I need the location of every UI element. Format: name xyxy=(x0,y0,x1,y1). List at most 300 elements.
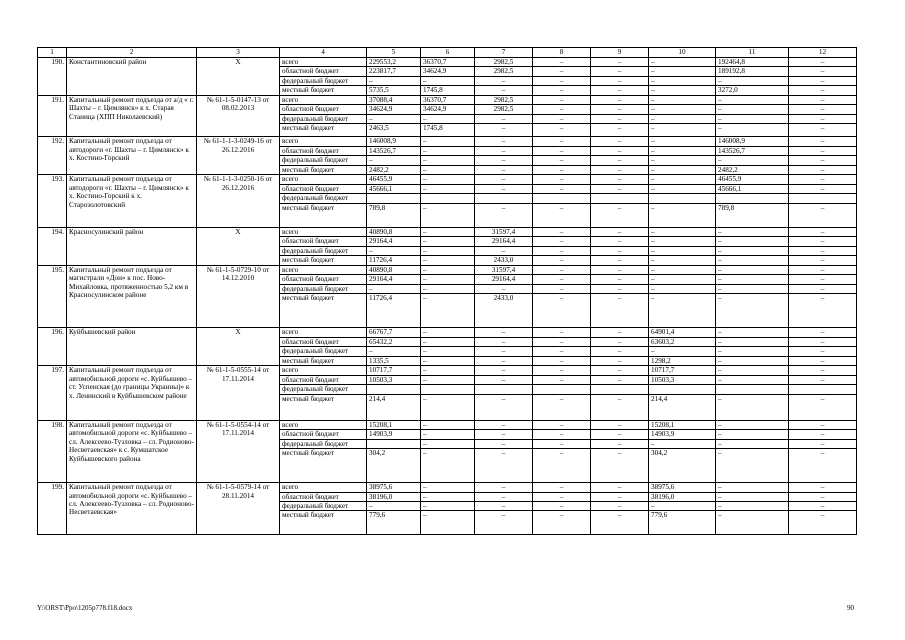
amount-cell: – xyxy=(591,95,649,104)
amount-cell: – xyxy=(591,511,649,535)
amount-cell: – xyxy=(475,246,533,255)
amount-cell: – xyxy=(716,265,789,274)
amount-cell: – xyxy=(789,184,857,193)
funding-source: федеральный бюджет xyxy=(280,76,367,85)
amount-cell: – xyxy=(533,76,591,85)
amount-cell: – xyxy=(649,227,716,236)
amount-cell: – xyxy=(591,184,649,193)
funding-source: местный бюджет xyxy=(280,165,367,174)
amount-cell: 779,6 xyxy=(649,511,716,535)
amount-cell: – xyxy=(716,76,789,85)
amount-cell: 2433,0 xyxy=(475,256,533,265)
row-index: 192. xyxy=(38,137,67,175)
amount-cell: – xyxy=(475,146,533,155)
amount-cell: 229553,2 xyxy=(367,58,421,67)
amount-cell: – xyxy=(533,501,591,510)
amount-cell: – xyxy=(789,366,857,375)
amount-cell: – xyxy=(475,184,533,193)
amount-cell: 34624,9 xyxy=(421,105,475,114)
amount-cell: 2482,2 xyxy=(367,165,421,174)
table-row xyxy=(38,265,857,274)
amount-cell: 10503,3 xyxy=(367,375,421,384)
amount-cell: 15208,1 xyxy=(367,420,421,429)
amount-cell: – xyxy=(475,156,533,165)
amount-cell: – xyxy=(789,256,857,265)
amount-cell: 37088,4 xyxy=(367,95,421,104)
amount-cell: – xyxy=(533,375,591,384)
amount-cell: – xyxy=(591,356,649,365)
funding-source: областной бюджет xyxy=(280,67,367,76)
funding-source: всего xyxy=(280,483,367,492)
amount-cell: – xyxy=(591,366,649,375)
amount-cell: – xyxy=(591,430,649,439)
expertise-document: № 61-1-5-0579-14 от 28.11.2014 xyxy=(197,483,280,535)
amount-cell: 1745,8 xyxy=(421,86,475,95)
funding-source: местный бюджет xyxy=(280,124,367,137)
amount-cell: 3272,0 xyxy=(716,86,789,95)
amount-cell: – xyxy=(789,95,857,104)
amount-cell: – xyxy=(649,58,716,67)
funding-source: областной бюджет xyxy=(280,275,367,284)
amount-cell: 11726,4 xyxy=(367,294,421,328)
amount-cell: 45666,1 xyxy=(367,184,421,193)
amount-cell: – xyxy=(789,114,857,123)
amount-cell: – xyxy=(591,337,649,346)
amount-cell: – xyxy=(421,439,475,448)
object-name: Красносулинский район xyxy=(67,227,197,265)
amount-cell: 1745,8 xyxy=(421,124,475,137)
amount-cell: – xyxy=(367,114,421,123)
amount-cell: – xyxy=(533,175,591,184)
amount-cell: – xyxy=(789,76,857,85)
amount-cell: – xyxy=(716,347,789,356)
amount-cell: – xyxy=(591,105,649,114)
amount-cell: 146008,9 xyxy=(716,137,789,146)
amount-cell: – xyxy=(591,420,649,429)
amount-cell: – xyxy=(649,105,716,114)
amount-cell: – xyxy=(421,420,475,429)
funding-source: местный бюджет xyxy=(280,203,367,227)
amount-cell: 64901,4 xyxy=(649,328,716,337)
amount-cell: – xyxy=(649,294,716,328)
funding-source: областной бюджет xyxy=(280,184,367,193)
expertise-document: № 61-1-5-0555-14 от 17.11.2014 xyxy=(197,366,280,420)
amount-cell: – xyxy=(533,114,591,123)
funding-source: областной бюджет xyxy=(280,337,367,346)
amount-cell: – xyxy=(789,492,857,501)
amount-cell: – xyxy=(716,483,789,492)
amount-cell: – xyxy=(367,76,421,85)
column-number: 4 xyxy=(280,48,367,58)
object-name: Капитальный ремонт подъезда от автомобильной дороги «с. Куйбышево – ст. Успенская (до границы Украины)» к х. Ленинский в Куйбышевском районе xyxy=(67,366,197,420)
amount-cell: – xyxy=(591,114,649,123)
amount-cell: 2982,5 xyxy=(475,58,533,67)
funding-source: федеральный бюджет xyxy=(280,246,367,255)
amount-cell: – xyxy=(716,124,789,137)
amount-cell: 2982,5 xyxy=(475,105,533,114)
amount-cell xyxy=(533,385,591,394)
table-body xyxy=(38,58,857,535)
table-row xyxy=(38,366,857,375)
column-number: 1 xyxy=(38,48,67,58)
amount-cell: – xyxy=(591,492,649,501)
amount-cell: – xyxy=(716,284,789,293)
amount-cell: – xyxy=(475,394,533,420)
funding-source: областной бюджет xyxy=(280,492,367,501)
amount-cell: – xyxy=(421,156,475,165)
funding-source: федеральный бюджет xyxy=(280,385,367,394)
amount-cell: – xyxy=(475,175,533,184)
amount-cell: – xyxy=(533,366,591,375)
amount-cell: – xyxy=(649,284,716,293)
object-name: Капитальный ремонт подъезда от автомобильной дороги «с. Куйбышево – сл. Алексеево-Тузловка – сл. Родионово-Несветаевская» к с. Кумшатское Куйбышевского района xyxy=(67,420,197,482)
amount-cell: – xyxy=(421,246,475,255)
amount-cell: – xyxy=(789,501,857,510)
amount-cell: – xyxy=(533,137,591,146)
amount-cell: – xyxy=(475,356,533,365)
amount-cell: 143526,7 xyxy=(367,146,421,155)
amount-cell: 40890,8 xyxy=(367,265,421,274)
column-number-row xyxy=(38,48,857,58)
amount-cell: – xyxy=(475,337,533,346)
column-number: 11 xyxy=(716,48,789,58)
amount-cell: – xyxy=(533,227,591,236)
funding-source: областной бюджет xyxy=(280,430,367,439)
amount-cell: – xyxy=(789,146,857,155)
funding-source: местный бюджет xyxy=(280,86,367,95)
amount-cell: – xyxy=(716,394,789,420)
object-name: Капитальный ремонт подъезда от автомобильной дороги «с. Куйбышево – сл. Алексеево-Тузловка – сл. Родионово-Несветаевская» xyxy=(67,483,197,535)
amount-cell: – xyxy=(591,175,649,184)
object-name: Капитальный ремонт подъезда от автодороги «г. Шахты – г. Цимлянск» к х. Костино-Горский xyxy=(67,137,197,175)
amount-cell: – xyxy=(421,114,475,123)
amount-cell: – xyxy=(533,275,591,284)
amount-cell: – xyxy=(716,511,789,535)
column-number: 7 xyxy=(475,48,533,58)
amount-cell: 192464,8 xyxy=(716,58,789,67)
amount-cell: – xyxy=(533,439,591,448)
amount-cell: – xyxy=(421,328,475,337)
amount-cell: 304,2 xyxy=(649,449,716,483)
amount-cell: – xyxy=(533,165,591,174)
column-number: 2 xyxy=(67,48,197,58)
amount-cell: – xyxy=(789,203,857,227)
amount-cell: – xyxy=(716,105,789,114)
amount-cell: – xyxy=(716,449,789,483)
amount-cell: – xyxy=(475,483,533,492)
amount-cell: 45666,1 xyxy=(716,184,789,193)
amount-cell: – xyxy=(649,124,716,137)
amount-cell: – xyxy=(789,294,857,328)
amount-cell: – xyxy=(421,430,475,439)
amount-cell: – xyxy=(533,86,591,95)
amount-cell: – xyxy=(789,356,857,365)
amount-cell: 15208,1 xyxy=(649,420,716,429)
amount-cell: – xyxy=(533,156,591,165)
amount-cell: – xyxy=(421,394,475,420)
amount-cell: – xyxy=(533,67,591,76)
amount-cell: 63603,2 xyxy=(649,337,716,346)
amount-cell: 66767,7 xyxy=(367,328,421,337)
table-row xyxy=(38,175,857,184)
amount-cell: – xyxy=(591,275,649,284)
amount-cell: – xyxy=(716,375,789,384)
amount-cell: – xyxy=(789,124,857,137)
amount-cell: – xyxy=(789,86,857,95)
funding-source: всего xyxy=(280,420,367,429)
amount-cell: – xyxy=(475,420,533,429)
amount-cell: – xyxy=(475,203,533,227)
amount-cell: – xyxy=(421,284,475,293)
amount-cell: 146008,9 xyxy=(367,137,421,146)
amount-cell: – xyxy=(789,449,857,483)
amount-cell: – xyxy=(716,227,789,236)
amount-cell: 29164,4 xyxy=(475,237,533,246)
amount-cell xyxy=(716,385,789,394)
amount-cell: 36370,7 xyxy=(421,95,475,104)
amount-cell: – xyxy=(475,137,533,146)
amount-cell: 29164,4 xyxy=(475,275,533,284)
amount-cell: – xyxy=(649,175,716,184)
amount-cell: – xyxy=(649,86,716,95)
row-index: 194. xyxy=(38,227,67,265)
object-name: Куйбышевский район xyxy=(67,328,197,366)
table-row xyxy=(38,95,857,104)
amount-cell: – xyxy=(591,347,649,356)
amount-cell: – xyxy=(789,105,857,114)
amount-cell: – xyxy=(789,337,857,346)
funding-source: всего xyxy=(280,95,367,104)
amount-cell: – xyxy=(789,175,857,184)
amount-cell: – xyxy=(649,156,716,165)
amount-cell: – xyxy=(789,165,857,174)
amount-cell: – xyxy=(421,256,475,265)
amount-cell: – xyxy=(789,483,857,492)
amount-cell: – xyxy=(475,76,533,85)
amount-cell: 189192,8 xyxy=(716,67,789,76)
amount-cell: 38975,6 xyxy=(649,483,716,492)
amount-cell: 10503,3 xyxy=(649,375,716,384)
amount-cell: – xyxy=(533,105,591,114)
amount-cell xyxy=(789,385,857,394)
amount-cell: 65432,2 xyxy=(367,337,421,346)
amount-cell: – xyxy=(421,275,475,284)
amount-cell: 10717,7 xyxy=(649,366,716,375)
amount-cell: – xyxy=(421,511,475,535)
amount-cell: 31597,4 xyxy=(475,227,533,236)
amount-cell: – xyxy=(533,356,591,365)
amount-cell: – xyxy=(533,203,591,227)
amount-cell: – xyxy=(649,501,716,510)
funding-source: федеральный бюджет xyxy=(280,347,367,356)
amount-cell: – xyxy=(789,439,857,448)
funding-source: всего xyxy=(280,175,367,184)
funding-source: областной бюджет xyxy=(280,105,367,114)
amount-cell: – xyxy=(649,165,716,174)
amount-cell xyxy=(367,385,421,394)
row-index: 196. xyxy=(38,328,67,366)
amount-cell: – xyxy=(591,156,649,165)
amount-cell: – xyxy=(421,237,475,246)
amount-cell: – xyxy=(649,265,716,274)
amount-cell: – xyxy=(591,146,649,155)
amount-cell: 38196,0 xyxy=(649,492,716,501)
amount-cell: – xyxy=(591,256,649,265)
amount-cell: 29164,4 xyxy=(367,237,421,246)
amount-cell: – xyxy=(716,366,789,375)
amount-cell: – xyxy=(475,375,533,384)
amount-cell: – xyxy=(789,67,857,76)
amount-cell: 223817,7 xyxy=(367,67,421,76)
amount-cell: – xyxy=(475,347,533,356)
amount-cell: – xyxy=(716,114,789,123)
amount-cell: 789,8 xyxy=(716,203,789,227)
amount-cell: – xyxy=(421,227,475,236)
amount-cell: – xyxy=(789,137,857,146)
amount-cell: – xyxy=(591,294,649,328)
funding-source: федеральный бюджет xyxy=(280,284,367,293)
expertise-document: № 61-1-5-0554-14 от 17.11.2014 xyxy=(197,420,280,482)
amount-cell: 31597,4 xyxy=(475,265,533,274)
table-row xyxy=(38,58,857,67)
amount-cell: – xyxy=(591,501,649,510)
funding-source: всего xyxy=(280,137,367,146)
amount-cell: – xyxy=(533,449,591,483)
amount-cell: – xyxy=(367,246,421,255)
expertise-document: № 61-1-1-3-0249-16 от 26.12.2016 xyxy=(197,137,280,175)
amount-cell: – xyxy=(533,492,591,501)
amount-cell: 46455,9 xyxy=(716,175,789,184)
amount-cell: – xyxy=(649,184,716,193)
table-row xyxy=(38,328,857,337)
amount-cell: – xyxy=(716,275,789,284)
table-row xyxy=(38,483,857,492)
amount-cell: – xyxy=(475,124,533,137)
amount-cell: – xyxy=(421,137,475,146)
amount-cell: – xyxy=(475,328,533,337)
amount-cell: – xyxy=(789,375,857,384)
row-index: 191. xyxy=(38,95,67,136)
amount-cell: – xyxy=(649,347,716,356)
amount-cell: – xyxy=(716,492,789,501)
amount-cell: – xyxy=(789,511,857,535)
amount-cell: – xyxy=(421,375,475,384)
amount-cell xyxy=(649,385,716,394)
amount-cell: 779,6 xyxy=(367,511,421,535)
amount-cell: 10717,7 xyxy=(367,366,421,375)
amount-cell: – xyxy=(591,439,649,448)
amount-cell: – xyxy=(475,430,533,439)
amount-cell: – xyxy=(421,356,475,365)
amount-cell: – xyxy=(789,430,857,439)
amount-cell: – xyxy=(789,328,857,337)
amount-cell: – xyxy=(533,294,591,328)
funding-source: областной бюджет xyxy=(280,375,367,384)
row-index: 193. xyxy=(38,175,67,227)
amount-cell: – xyxy=(591,237,649,246)
amount-cell: – xyxy=(475,366,533,375)
amount-cell: 34624,9 xyxy=(367,105,421,114)
amount-cell: – xyxy=(533,511,591,535)
table-row xyxy=(38,420,857,429)
amount-cell: – xyxy=(789,156,857,165)
amount-cell: – xyxy=(367,347,421,356)
amount-cell: – xyxy=(475,114,533,123)
amount-cell: – xyxy=(421,76,475,85)
amount-cell: 1335,5 xyxy=(367,356,421,365)
amount-cell: – xyxy=(716,337,789,346)
amount-cell: – xyxy=(716,439,789,448)
amount-cell: – xyxy=(789,246,857,255)
amount-cell: – xyxy=(591,394,649,420)
amount-cell xyxy=(421,385,475,394)
amount-cell: 29164,4 xyxy=(367,275,421,284)
row-index: 199. xyxy=(38,483,67,535)
amount-cell: – xyxy=(716,246,789,255)
amount-cell xyxy=(421,194,475,203)
amount-cell xyxy=(475,194,533,203)
funding-source: федеральный бюджет xyxy=(280,501,367,510)
amount-cell: – xyxy=(649,76,716,85)
amount-cell: – xyxy=(421,501,475,510)
amount-cell: – xyxy=(533,430,591,439)
amount-cell xyxy=(649,194,716,203)
amount-cell: – xyxy=(475,86,533,95)
amount-cell: – xyxy=(533,256,591,265)
object-name: Константиновский район xyxy=(67,58,197,96)
amount-cell: – xyxy=(367,501,421,510)
amount-cell: – xyxy=(649,246,716,255)
amount-cell xyxy=(367,194,421,203)
amount-cell: 2982,5 xyxy=(475,95,533,104)
amount-cell: – xyxy=(533,95,591,104)
funding-source: всего xyxy=(280,227,367,236)
amount-cell: – xyxy=(475,501,533,510)
budget-table xyxy=(37,47,857,535)
expertise-document: Х xyxy=(197,58,280,96)
amount-cell: – xyxy=(591,76,649,85)
amount-cell: – xyxy=(649,275,716,284)
amount-cell: – xyxy=(421,146,475,155)
amount-cell: – xyxy=(533,347,591,356)
row-index: 195. xyxy=(38,265,67,327)
amount-cell: – xyxy=(789,420,857,429)
table-row xyxy=(38,137,857,146)
amount-cell: – xyxy=(591,124,649,137)
amount-cell: – xyxy=(421,492,475,501)
amount-cell: – xyxy=(533,246,591,255)
amount-cell: – xyxy=(421,337,475,346)
amount-cell: – xyxy=(591,375,649,384)
amount-cell xyxy=(591,385,649,394)
expertise-document: № 61-1-1-3-0250-16 от 26.12.2016 xyxy=(197,175,280,227)
amount-cell: – xyxy=(649,439,716,448)
amount-cell: 40890,8 xyxy=(367,227,421,236)
amount-cell: – xyxy=(649,137,716,146)
amount-cell: – xyxy=(716,430,789,439)
funding-source: всего xyxy=(280,265,367,274)
funding-source: всего xyxy=(280,366,367,375)
amount-cell: – xyxy=(591,165,649,174)
amount-cell: – xyxy=(789,284,857,293)
amount-cell: – xyxy=(367,156,421,165)
amount-cell: – xyxy=(421,449,475,483)
amount-cell: – xyxy=(475,449,533,483)
amount-cell: – xyxy=(716,256,789,265)
amount-cell: 38975,6 xyxy=(367,483,421,492)
amount-cell: – xyxy=(591,58,649,67)
amount-cell: – xyxy=(716,420,789,429)
